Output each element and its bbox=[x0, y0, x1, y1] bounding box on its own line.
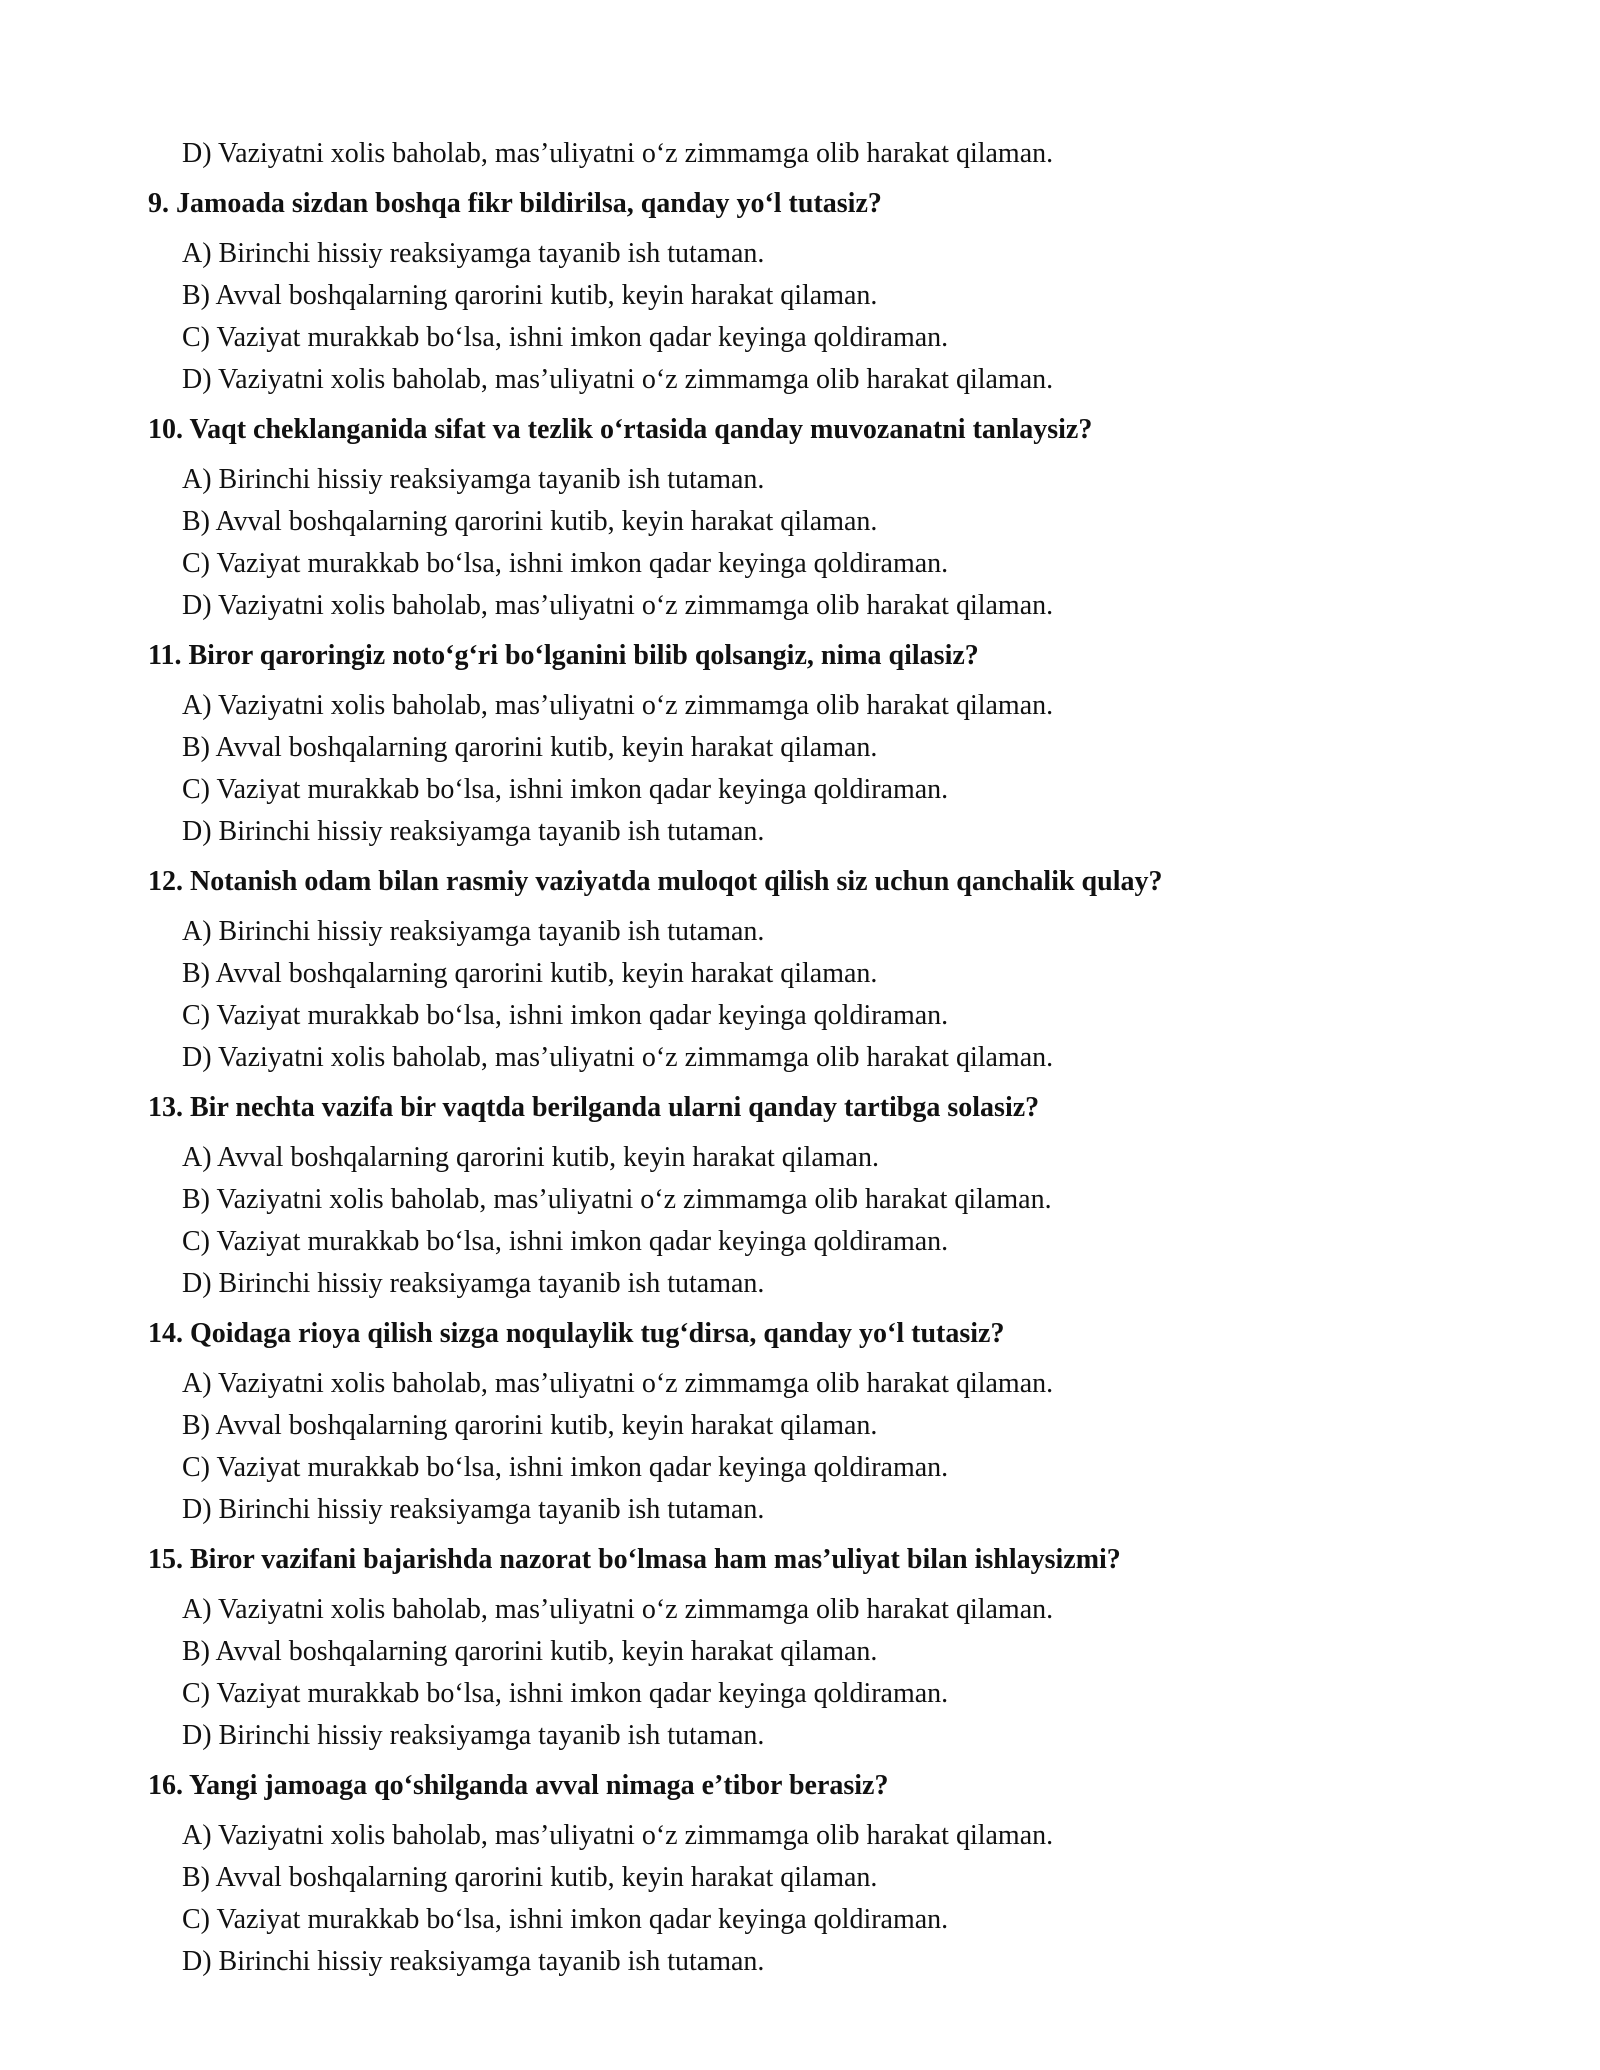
answer-option-b: B) Avval boshqalarning qarorini kutib, keyin harakat qilaman. bbox=[182, 958, 878, 989]
question-title: 9. Jamoada sizdan boshqa fikr bildirilsa, qanday yo‘l tutasiz? bbox=[148, 188, 882, 219]
question-title: 14. Qoidaga rioya qilish sizga noqulaylik tug‘dirsa, qanday yo‘l tutasiz? bbox=[148, 1318, 1005, 1349]
question-title: 10. Vaqt cheklanganida sifat va tezlik o‘rtasida qanday muvozanatni tanlaysiz? bbox=[148, 414, 1093, 445]
answer-option-c: C) Vaziyat murakkab bo‘lsa, ishni imkon qadar keyinga qoldiraman. bbox=[182, 1226, 949, 1257]
answer-option-a: A) Birinchi hissiy reaksiyamga tayanib ish tutaman. bbox=[182, 238, 765, 269]
answer-option-c: C) Vaziyat murakkab bo‘lsa, ishni imkon qadar keyinga qoldiraman. bbox=[182, 548, 949, 579]
answer-option-a: A) Avval boshqalarning qarorini kutib, keyin harakat qilaman. bbox=[182, 1142, 879, 1173]
answer-option-b: B) Avval boshqalarning qarorini kutib, keyin harakat qilaman. bbox=[182, 506, 878, 537]
answer-option-d: D) Birinchi hissiy reaksiyamga tayanib ish tutaman. bbox=[182, 1494, 765, 1525]
leading-option: D) Vaziyatni xolis baholab, mas’uliyatni o‘z zimmamga olib harakat qilaman. bbox=[182, 138, 1054, 169]
question-title: 13. Bir nechta vazifa bir vaqtda berilganda ularni qanday tartibga solasiz? bbox=[148, 1092, 1040, 1123]
answer-option-b: B) Avval boshqalarning qarorini kutib, keyin harakat qilaman. bbox=[182, 732, 878, 763]
question-block-9 bbox=[148, 183, 1468, 401]
answer-option-a: A) Vaziyatni xolis baholab, mas’uliyatni o‘z zimmamga olib harakat qilaman. bbox=[182, 1820, 1054, 1851]
question-block-10 bbox=[148, 409, 1468, 627]
question-block-14 bbox=[148, 1313, 1468, 1531]
answer-option-c: C) Vaziyat murakkab bo‘lsa, ishni imkon qadar keyinga qoldiraman. bbox=[182, 774, 949, 805]
question-block-15 bbox=[148, 1539, 1468, 1757]
answer-option-d: D) Birinchi hissiy reaksiyamga tayanib ish tutaman. bbox=[182, 1268, 765, 1299]
answer-option-a: A) Birinchi hissiy reaksiyamga tayanib ish tutaman. bbox=[182, 464, 765, 495]
answer-option-d: D) Birinchi hissiy reaksiyamga tayanib ish tutaman. bbox=[182, 1946, 765, 1977]
questionnaire-content bbox=[148, 133, 1468, 1983]
question-title: 15. Biror vazifani bajarishda nazorat bo‘lmasa ham mas’uliyat bilan ishlaysizmi? bbox=[148, 1544, 1121, 1575]
answer-option-b: B) Avval boshqalarning qarorini kutib, keyin harakat qilaman. bbox=[182, 1410, 878, 1441]
question-title: 11. Biror qaroringiz noto‘g‘ri bo‘lganini bilib qolsangiz, nima qilasiz? bbox=[148, 640, 979, 671]
answer-option-b: B) Vaziyatni xolis baholab, mas’uliyatni o‘z zimmamga olib harakat qilaman. bbox=[182, 1184, 1052, 1215]
answer-option-d: D) Birinchi hissiy reaksiyamga tayanib ish tutaman. bbox=[182, 1720, 765, 1751]
answer-option-d: D) Vaziyatni xolis baholab, mas’uliyatni o‘z zimmamga olib harakat qilaman. bbox=[182, 364, 1054, 395]
answer-option-a: A) Vaziyatni xolis baholab, mas’uliyatni o‘z zimmamga olib harakat qilaman. bbox=[182, 1368, 1054, 1399]
answer-option-c: C) Vaziyat murakkab bo‘lsa, ishni imkon qadar keyinga qoldiraman. bbox=[182, 1000, 949, 1031]
answer-option-c: C) Vaziyat murakkab bo‘lsa, ishni imkon qadar keyinga qoldiraman. bbox=[182, 1904, 949, 1935]
answer-option-a: A) Vaziyatni xolis baholab, mas’uliyatni o‘z zimmamga olib harakat qilaman. bbox=[182, 1594, 1054, 1625]
answer-option-c: C) Vaziyat murakkab bo‘lsa, ishni imkon qadar keyinga qoldiraman. bbox=[182, 322, 949, 353]
question-block-12 bbox=[148, 861, 1468, 1079]
answer-option-c: C) Vaziyat murakkab bo‘lsa, ishni imkon qadar keyinga qoldiraman. bbox=[182, 1452, 949, 1483]
answer-option-b: B) Avval boshqalarning qarorini kutib, keyin harakat qilaman. bbox=[182, 1862, 878, 1893]
answer-option-b: B) Avval boshqalarning qarorini kutib, keyin harakat qilaman. bbox=[182, 1636, 878, 1667]
question-block-13 bbox=[148, 1087, 1468, 1305]
question-block-16 bbox=[148, 1765, 1468, 1983]
answer-option-d: D) Birinchi hissiy reaksiyamga tayanib ish tutaman. bbox=[182, 816, 765, 847]
answer-option-a: A) Birinchi hissiy reaksiyamga tayanib ish tutaman. bbox=[182, 916, 765, 947]
question-title: 16. Yangi jamoaga qo‘shilganda avval nimaga e’tibor berasiz? bbox=[148, 1770, 889, 1801]
answer-option-b: B) Avval boshqalarning qarorini kutib, keyin harakat qilaman. bbox=[182, 280, 878, 311]
answer-option-a: A) Vaziyatni xolis baholab, mas’uliyatni o‘z zimmamga olib harakat qilaman. bbox=[182, 690, 1054, 721]
answer-option-c: C) Vaziyat murakkab bo‘lsa, ishni imkon qadar keyinga qoldiraman. bbox=[182, 1678, 949, 1709]
question-title: 12. Notanish odam bilan rasmiy vaziyatda muloqot qilish siz uchun qanchalik qulay? bbox=[148, 866, 1163, 897]
question-block-11 bbox=[148, 635, 1468, 853]
answer-option-d: D) Vaziyatni xolis baholab, mas’uliyatni o‘z zimmamga olib harakat qilaman. bbox=[182, 1042, 1054, 1073]
answer-option-d: D) Vaziyatni xolis baholab, mas’uliyatni o‘z zimmamga olib harakat qilaman. bbox=[182, 590, 1054, 621]
